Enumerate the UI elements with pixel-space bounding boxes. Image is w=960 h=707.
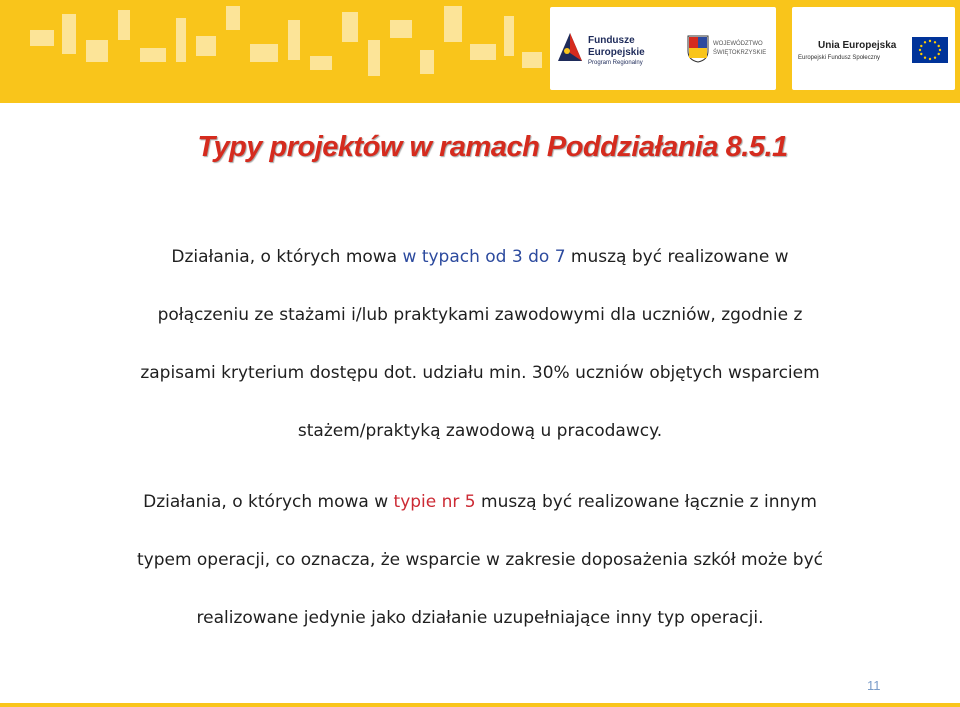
paragraph-2-line-2: typem operacji, co oznacza, że wsparcie w zakresie doposażenia szkół może być <box>136 550 824 570</box>
fundusze-europejskie-icon <box>556 31 584 63</box>
logo-panel-right <box>792 7 955 90</box>
paragraph-2 <box>40 473 920 647</box>
paragraph-2-line-3: realizowane jedynie jako działanie uzupełniające inny typ operacji. <box>196 608 764 628</box>
paragraph-1-line-2: połączeniu ze stażami i/lub praktykami zawodowymi dla uczniów, zgodnie z <box>157 305 803 325</box>
logo-panel-left <box>550 7 776 90</box>
paragraph-1-text-c: muszą być realizowane w <box>565 247 789 267</box>
paragraph-2-highlight: typie nr 5 <box>393 492 476 512</box>
logo-region-line2: ŚWIĘTOKRZYSKIE <box>713 50 767 56</box>
decorative-stripes <box>0 0 560 103</box>
logo-fe-line3: Program Regionalny <box>588 60 643 66</box>
paragraph-2-line-1 <box>40 473 920 531</box>
slide-title: Typy projektów w ramach Poddziałania 8.5.1 <box>197 131 788 163</box>
region-coat-of-arms-icon <box>687 35 709 63</box>
footer-bar <box>0 703 960 707</box>
paragraph-1-line-3: zapisami kryterium dostępu dot. udziału min. 30% uczniów objętych wsparciem <box>140 363 820 383</box>
logo-eu-line2: Europejski Fundusz Społeczny <box>798 55 881 61</box>
logo-fe-line1: Fundusze <box>588 35 635 46</box>
paragraph-1-text-a: Działania, o których mowa <box>171 247 403 267</box>
logo-eu-line1: Unia Europejska <box>818 40 897 51</box>
logo-region-line1: WOJEWÓDZTWO <box>713 41 763 47</box>
header-banner <box>0 0 960 103</box>
paragraph-2-text-c: muszą być realizowane łącznie z innym <box>475 492 817 512</box>
paragraph-1-line-1 <box>40 228 920 286</box>
page-number: 11 <box>867 678 881 693</box>
paragraph-1-highlight: w typach od 3 do 7 <box>402 247 566 267</box>
paragraph-1 <box>40 228 920 460</box>
paragraph-1-line-4: stażem/praktyką zawodową u pracodawcy. <box>297 421 663 441</box>
eu-flag-icon <box>912 37 948 63</box>
logo-fe-line2: Europejskie <box>588 47 645 58</box>
paragraph-2-text-a: Działania, o których mowa w <box>143 492 394 512</box>
